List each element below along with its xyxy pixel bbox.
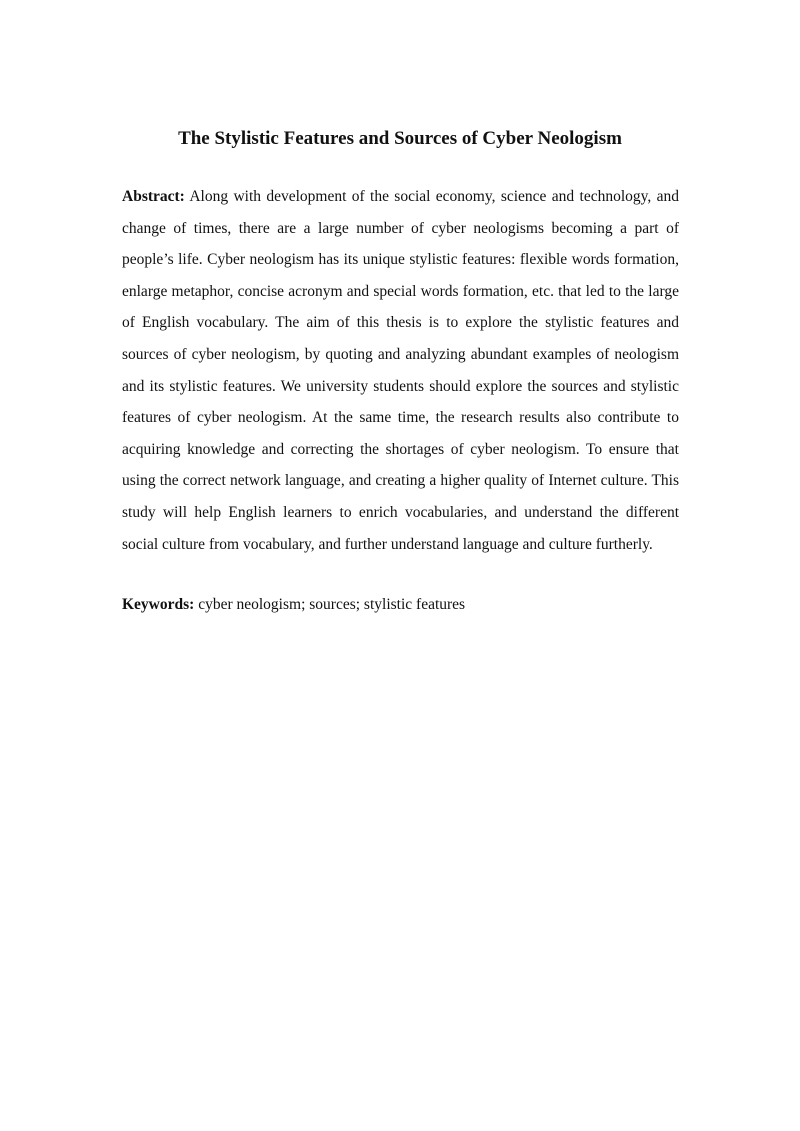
abstract-paragraph bbox=[122, 181, 679, 560]
keywords-label: Keywords: bbox=[122, 596, 195, 613]
document-title: The Stylistic Features and Sources of Cyber Neologism bbox=[178, 128, 622, 149]
keywords-line bbox=[122, 592, 679, 618]
abstract-label: Abstract: bbox=[122, 188, 185, 205]
abstract-text: Along with development of the social economy, science and technology, and change of times, there are a large number of cyber neologisms becoming a part of people’s life. Cyber neologism has its unique stylistic features: flexible words formation, enlarge metaphor, concise acronym and special words formation, etc. that led to the large of English vocabulary. The aim of this thesis is to explore the stylistic features and sources of cyber neologism, by quoting and analyzing abundant examples of neologism and its stylistic features. We university students should explore the sources and stylistic features of cyber neologism. At the same time, the research results also contribute to acquiring knowledge and correcting the shortages of cyber neologism. To ensure that using the correct network language, and creating a higher quality of Internet culture. This study will help English learners to enrich vocabularies, and understand the different social culture from vocabulary, and further understand language and culture furtherly. bbox=[122, 188, 679, 553]
keywords-text: cyber neologism; sources; stylistic features bbox=[198, 596, 466, 613]
